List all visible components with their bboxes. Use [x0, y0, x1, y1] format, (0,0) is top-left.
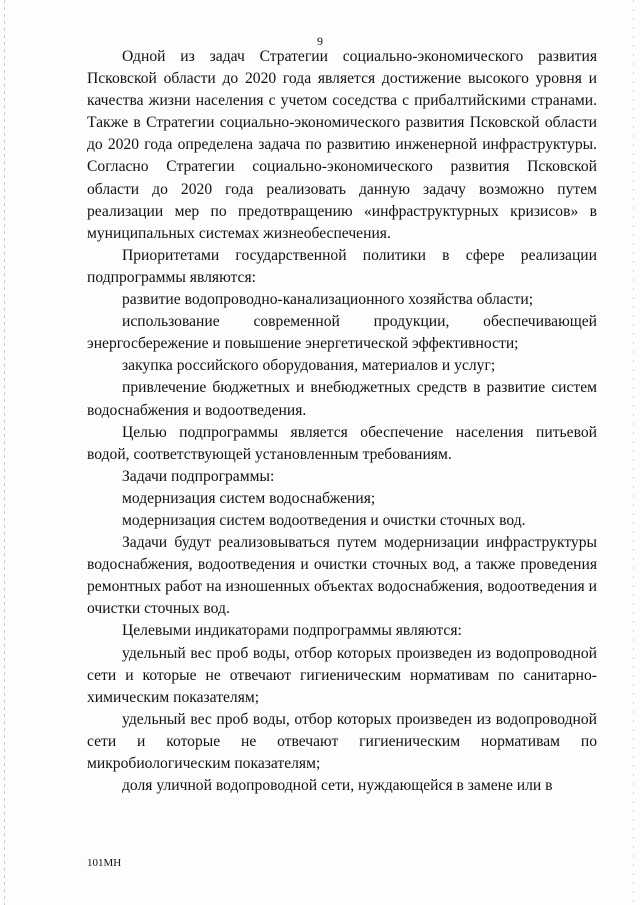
page-number: 9: [317, 34, 323, 48]
paragraph-strategy-goal: Одной из задач Стратегии социально-экономического развития Псковской области до 2020 года является достижение высокого уровня и качества жизни населения с учетом соседства с прибалтийскими странами. Также в Стратегии социально-экономического развития Псковской области до 2020 года определена задача по развитию инженерной инфраструктуры. Согласно Стратегии социально-экономического развития Псковской области до 2020 года реализовать данную задачу возможно путем реализации мер по предотвращению «инфраструктурных кризисов» в муниципальных системах жизнеобеспечения.: [87, 48, 597, 242]
paragraph-tasks-intro: Задачи подпрограммы:: [122, 467, 275, 485]
paragraph-priority-1: развитие водопроводно-канализационного хозяйства области;: [122, 291, 534, 309]
paragraph-task-2: модернизация систем водоотведения и очистки сточных вод.: [122, 511, 526, 529]
paragraph-priority-2: использование современной продукции, обеспечивающей энергосбережение и повышение энергетической эффективности;: [87, 313, 597, 353]
paragraph-priority-3: закупка российского оборудования, материалов и услуг;: [122, 357, 496, 375]
document-body: [87, 46, 597, 797]
paragraph-goal: Целью подпрограммы является обеспечение населения питьевой водой, соответствующей установленным требованиям.: [87, 423, 597, 463]
paragraph-indicator-2: удельный вес проб воды, отбор которых произведен из водопроводной сети и которые не отвечают гигиеническим нормативам по микробиологическим показателям;: [87, 710, 597, 772]
paragraph-indicator-3: доля уличной водопроводной сети, нуждающейся в замене или в: [122, 777, 553, 795]
paragraph-priorities-intro: Приоритетами государственной политики в сфере реализации подпрограммы являются:: [87, 246, 597, 286]
paragraph-tasks-implementation: Задачи будут реализовываться путем модернизации инфраструктуры водоснабжения, водоотведения и очистки сточных вод, а также проведения ремонтных работ на изношенных объектах водоснабжения, водоотведения и очистки сточных вод.: [87, 534, 597, 618]
paragraph-task-1: модернизация систем водоснабжения;: [122, 489, 376, 507]
scan-edge-right: [633, 0, 634, 905]
scan-edge-left: [4, 0, 5, 905]
paragraph-priority-4: привлечение бюджетных и внебюджетных средств в развитие систем водоснабжения и водоотведения.: [87, 379, 597, 419]
paragraph-indicator-1: удельный вес проб воды, отбор которых произведен из водопроводной сети и которые не отвечают гигиеническим нормативам по санитарно-химическим показателям;: [87, 644, 597, 706]
footer-code: 101МН: [87, 857, 122, 869]
paragraph-indicators-intro: Целевыми индикаторами подпрограммы являются:: [122, 622, 462, 640]
